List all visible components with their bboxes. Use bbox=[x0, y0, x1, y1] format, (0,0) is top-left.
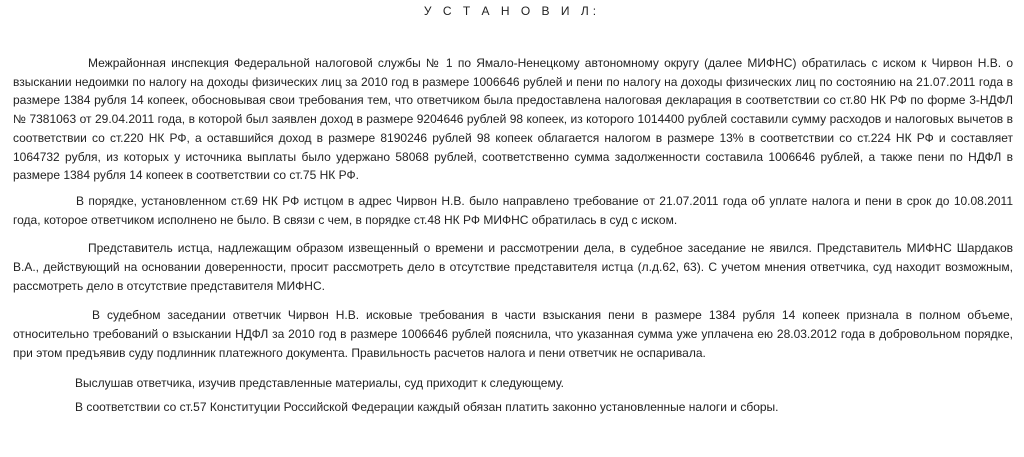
paragraph-representative: Представитель истца, надлежащим образом извещенный о времени и рассмотрении дела, в судебное заседание не явился. Представитель МИФНС Шардаков В.А., действующий на основании доверенности, просит рассмотреть дело в отсутствие представителя истца (л.д.62, 63). С учетом мнения ответчика, суд находит возможным, рассмотреть дело в отсутствие представителя МИФНС. bbox=[13, 241, 1013, 293]
paragraph-claim: Межрайонная инспекция Федеральной налоговой службы № 1 по Ямало-Ненецкому автономному округу (далее МИФНС) обратилась с иском к Чирвон Н.В. о взыскании недоимки по налогу на доходы физических лиц за 2010 год в размере 1006646 рублей и пени по налогу на доходы физических лиц по состоянию на 21.07.2011 года в размере 1384 рубля 14 копеек, обосновывая свои требования тем, что ответчиком была предоставлена налоговая декларация в соответствии со ст.80 НК РФ по форме 3-НДФЛ № 7381063 от 29.04.2011 года, в которой был заявлен доход в размере 9204646 рублей 98 копеек, из которого 1014400 рублей составили сумму расходов и налоговых вычетов в соответствии со ст.220 НК РФ, а оставшийся доход в размере 8190246 рублей 98 копеек облагается налогом в размере 13% в соответствии со ст.224 НК РФ и составляет 1064732 рубля, из которых у источника выплаты было удержано 58068 рублей, соответственно сумма задолженности составила 1006646 рублей, а также пени по НДФЛ в размере 1384 рубля 14 копеек в соответствии со ст.75 НК РФ. bbox=[13, 56, 1013, 183]
paragraph-constitution: В соответствии со ст.57 Конституции Российской Федерации каждый обязан платить законно установленные налоги и сборы. bbox=[75, 400, 779, 415]
document-body bbox=[13, 54, 1013, 417]
paragraph-demand: В порядке, установленном ст.69 НК РФ истцом в адрес Чирвон Н.В. было направлено требование от 21.07.2011 года об уплате налога и пени в срок до 10.08.2011 года, которое ответчиком исполнено не было. В связи с чем, в порядке ст.48 НК РФ МИФНС обратилась в суд с иском. bbox=[13, 193, 1013, 227]
section-heading: У С Т А Н О В И Л: bbox=[423, 4, 601, 18]
paragraph-court-conclusion: Выслушав ответчика, изучив представленные материалы, суд приходит к следующему. bbox=[75, 375, 564, 390]
paragraph-defendant-position: В судебном заседании ответчик Чирвон Н.В. исковые требования в части взыскания пени в размере 1384 рубля 14 копеек признала в полном объеме, относительно требований о взыскании НДФЛ за 2010 год в размере 1006646 рублей пояснила, что указанная сумма уже уплачена ею 28.03.2012 года в добровольном порядке, при этом предъявив суду подлинник платежного документа. Правильность расчетов налога и пени ответчик не оспаривала. bbox=[13, 308, 1013, 360]
